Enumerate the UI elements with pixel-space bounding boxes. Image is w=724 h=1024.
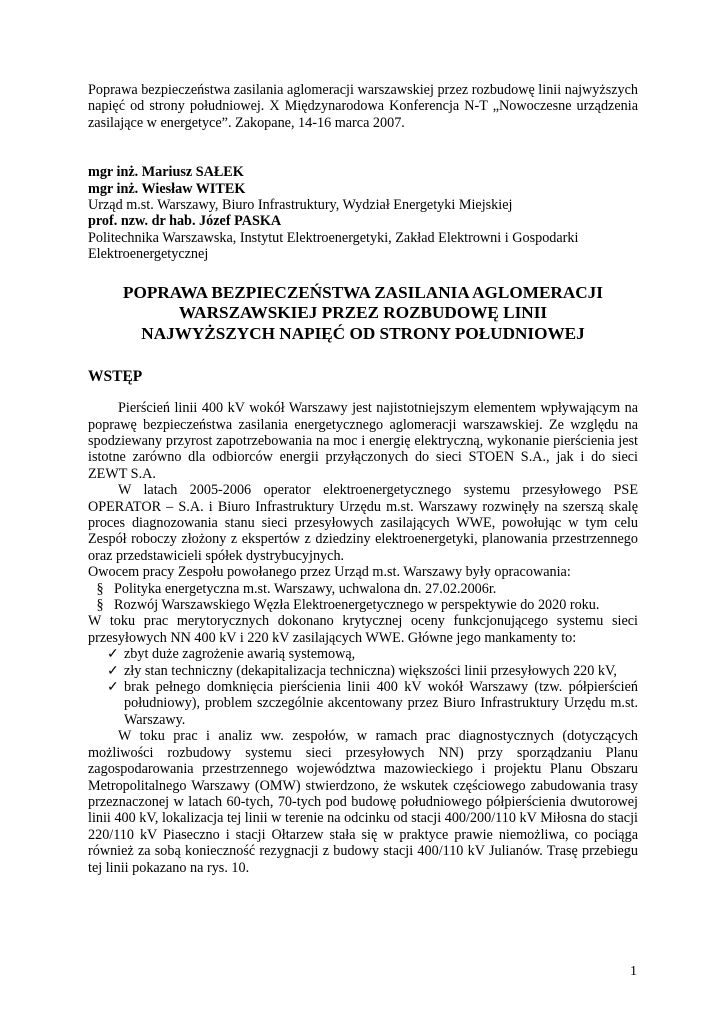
paragraph-4: W toku prac merytorycznych dokonano krytycznej oceny funkcjonującego systemu sieci przesyłowych NN 400 kV i 220 kV zasilających WWE. Główne jego mankamenty to: (88, 613, 638, 646)
affiliation-politechnika: Politechnika Warszawska, Instytut Elektroenergetyki, Zakład Elektrowni i Gospodarki Elektroenergetycznej (88, 229, 579, 263)
checkmark-icon: ✓ (107, 662, 119, 679)
paragraph-5: W toku prac i analiz ww. zespołów, w ramach prac diagnostycznych (dotyczących możliwości rozbudowy systemu sieci przesyłowych NN) przy sporządzaniu Planu zagospodarowania przestrzennego województwa mazowieckiego i projektu Planu Obszaru Metropolitalnego Warszawy (OMW) stwierdzono, że wskutek częściowego zabudowania trasy przeznaczonej w latach 60-tych, 70-tych pod budowę południowego półpierścienia dwutorowej linii 400 kV, lokalizacja tej linii w terenie na odcinku od stacji 400/200/110 kV Miłosna do stacji 220/110 kV Piaseczno i stacji Ołtarzew stała się w praktyce prawie niemożliwa, co pociąga również za sobą konieczność rezygnacji z budowy stacji 400/110 kV Julianów. Trasę przebiegu tej linii pokazano na rys. 10. (88, 728, 638, 876)
citation-text: Poprawa bezpieczeństwa zasilania aglomeracji warszawskiej przez rozbudowę linii najwyższych napięć od strony południowej. X Międzynarodowa Konferencja N-T „Nowoczesne urządzenia zasilające w energetyce”. Zakopane, 14-16 marca 2007. (88, 82, 638, 131)
affiliation-urzad: Urząd m.st. Warszawy, Biuro Infrastruktury, Wydział Energetyki Miejskiej (88, 197, 513, 214)
author-salek: mgr inż. Mariusz SAŁEK (88, 164, 244, 181)
checkmark-icon: ✓ (107, 646, 119, 663)
paper-title (88, 283, 638, 345)
document-list (88, 581, 638, 614)
list-item-text: Polityka energetyczna m.st. Warszawy, uchwalona dn. 27.02.2006r. (114, 580, 497, 597)
author-paska: prof. nzw. dr hab. Józef PASKA (88, 213, 282, 230)
list-item (88, 646, 638, 662)
title-line-2: WARSZAWSKIEJ PRZEZ ROZBUDOWĘ LINII (178, 303, 548, 323)
document-page (88, 82, 638, 876)
page-number: 1 (630, 964, 637, 979)
paragraph-2: W latach 2005-2006 operator elektroenergetycznego systemu przesyłowego PSE OPERATOR – S.A. i Biuro Infrastruktury Urzędu m.st. Warszawy rozwinęły na szerszą skalę proces diagnozowania stanu sieci przesyłowych zasilających WWE, powołując w tym celu Zespół roboczy złożony z ekspertów z dziedziny elektroenergetyki, planowania przestrzennego oraz przedstawicieli spółek dystrybucyjnych. (88, 482, 638, 564)
list-item-text: brak pełnego domknięcia pierścienia linii 400 kV wokół Warszawy (tzw. półpierścień południowy), problem szczególnie akcentowany przez Biuro Infrastruktury Urzędu m.st. Warszawy. (124, 679, 638, 728)
list-item-text: Rozwój Warszawskiego Węzła Elektroenergetycznego w perspektywie do 2020 roku. (114, 597, 600, 614)
paragraph-1: Pierścień linii 400 kV wokół Warszawy jest najistotniejszym elementem wpływającym na poprawę bezpieczeństwa zasilania energetycznego aglomeracji warszawskiej. Ze względu na spodziewany przyrost zapotrzebowania na moc i energię elektryczną, wykonanie pierścienia jest istotne zarówno dla odbiorców energii przyłączonych do sieci STOEN S.A., jak i do sieci ZEWT S.A. (88, 400, 638, 482)
title-line-3: NAJWYŻSZYCH NAPIĘĆ OD STRONY POŁUDNIOWEJ (141, 323, 585, 343)
checkmark-icon: ✓ (107, 679, 119, 696)
list-item-text: zły stan techniczny (dekapitalizacja techniczna) większości linii przesyłowych 220 kV, (124, 662, 617, 679)
list-item-text: zbyt duże zagrożenie awarią systemową, (124, 646, 356, 663)
author-witek: mgr inż. Wiesław WITEK (88, 180, 246, 197)
section-heading: WSTĘP (88, 368, 143, 386)
list-item (88, 581, 638, 597)
list-item (88, 597, 638, 613)
section-marker-icon: § (96, 597, 104, 614)
shortcomings-list (88, 646, 638, 728)
title-line-1: POPRAWA BEZPIECZEŃSTWA ZASILANIA AGLOMERACJI (123, 282, 603, 302)
paragraph-3: Owocem pracy Zespołu powołanego przez Urząd m.st. Warszawy były opracowania: (88, 564, 571, 581)
section-marker-icon: § (96, 580, 104, 597)
list-item (88, 663, 638, 679)
list-item (88, 679, 638, 728)
